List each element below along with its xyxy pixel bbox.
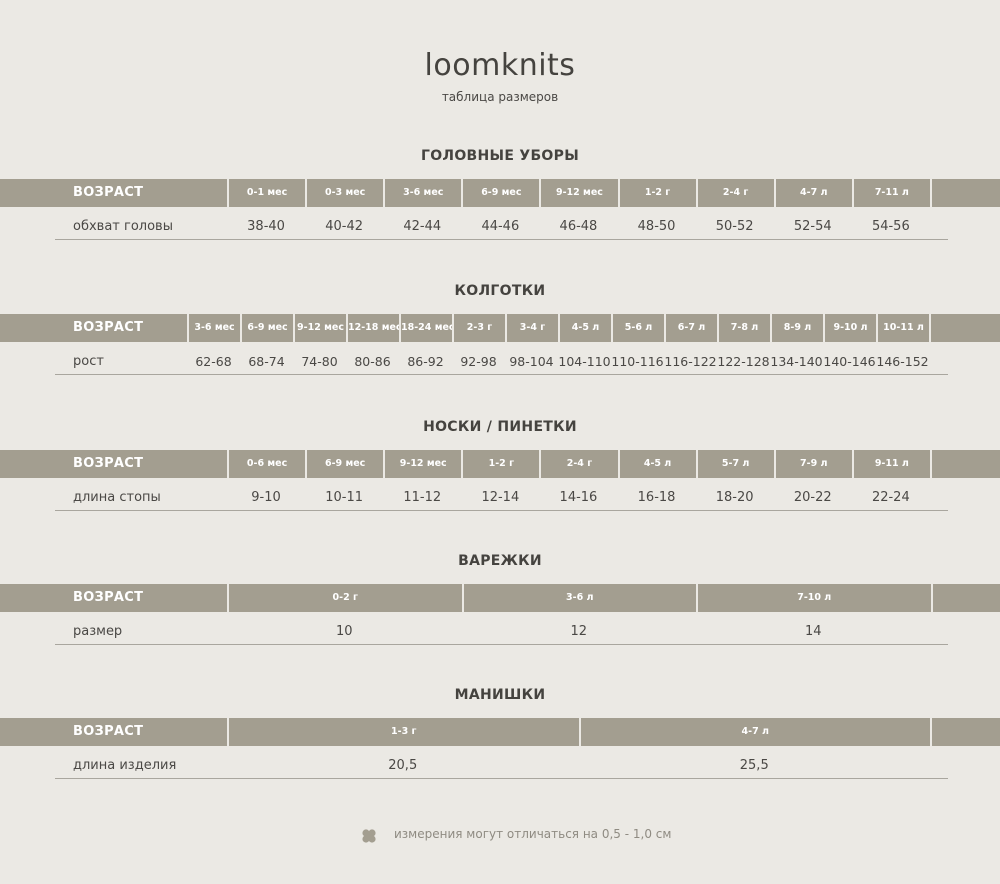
age-column-header: 10-11 л (876, 314, 929, 342)
row-divider (55, 510, 948, 511)
age-column-header: 9-10 л (823, 314, 876, 342)
measurement-value: 52-54 (793, 219, 832, 234)
measurement-value: 74-80 (301, 354, 338, 369)
age-column-header: 12-18 мес (346, 314, 399, 342)
row-divider (55, 239, 948, 240)
section-title: НОСКИ / ПИНЕТКИ (423, 419, 577, 435)
measurement-value: 9-10 (251, 490, 281, 505)
measurement-label: рост (73, 354, 104, 369)
age-column-header: 6-9 мес (461, 179, 539, 207)
measurement-value: 140-146 (823, 354, 876, 369)
age-column-header: 3-4 г (505, 314, 558, 342)
measurement-value: 20,5 (388, 758, 418, 773)
measurement-label: длина стопы (73, 490, 161, 505)
age-column-header: 2-4 г (696, 179, 774, 207)
brand-logo: loomknits (424, 48, 576, 83)
age-column-header: 9-11 л (852, 450, 930, 478)
header-divider (929, 314, 931, 342)
age-column-header: 4-5 л (618, 450, 696, 478)
age-header-band (0, 718, 1000, 746)
row-divider (55, 778, 948, 779)
measurement-label: длина изделия (73, 758, 177, 773)
age-column-header: 4-7 л (774, 179, 852, 207)
age-header-band (0, 450, 1000, 478)
measurement-value: 116-122 (664, 354, 717, 369)
measurement-value: 44-46 (481, 219, 520, 234)
measurement-value: 48-50 (637, 219, 676, 234)
age-column-header: 9-12 мес (539, 179, 617, 207)
age-column-header: 4-7 л (579, 718, 931, 746)
age-column-header: 5-7 л (696, 450, 774, 478)
age-column-header: 7-8 л (717, 314, 770, 342)
measurement-value: 98-104 (509, 354, 554, 369)
measurement-value: 50-52 (715, 219, 754, 234)
age-header-label: ВОЗРАСТ (73, 320, 144, 335)
measurement-value: 10 (335, 624, 353, 639)
measurement-value: 40-42 (325, 219, 364, 234)
measurement-value: 22-24 (871, 490, 910, 505)
measurement-value: 92-98 (460, 354, 497, 369)
section-title: ВАРЕЖКИ (458, 553, 542, 569)
age-header-label: ВОЗРАСТ (73, 185, 144, 200)
age-column-header: 1-2 г (461, 450, 539, 478)
measurement-value: 38-40 (247, 219, 285, 234)
measurement-value: 12-14 (481, 490, 520, 505)
age-header-label: ВОЗРАСТ (73, 456, 144, 471)
age-column-header: 9-12 мес (293, 314, 346, 342)
age-column-header: 0-1 мес (227, 179, 305, 207)
age-column-header: 5-6 л (611, 314, 664, 342)
measurement-value: 25,5 (739, 758, 769, 773)
age-header-band (0, 314, 1000, 342)
measurement-value: 16-18 (637, 490, 676, 505)
age-column-header: 2-3 г (452, 314, 505, 342)
measurement-value: 146-152 (876, 354, 929, 369)
measurement-value: 54-56 (871, 219, 910, 234)
measurement-value: 18-20 (715, 490, 754, 505)
measurement-value: 134-140 (770, 354, 823, 369)
age-column-header: 2-4 г (539, 450, 617, 478)
age-column-header: 8-9 л (770, 314, 823, 342)
footnote (0, 827, 1000, 845)
age-column-header: 0-3 мес (305, 179, 383, 207)
age-column-header: 7-11 л (852, 179, 930, 207)
measurement-value: 14 (804, 624, 822, 639)
section-title: ГОЛОВНЫЕ УБОРЫ (420, 148, 579, 164)
row-divider (55, 374, 948, 375)
measurement-value: 42-44 (403, 219, 442, 234)
age-column-header: 3-6 мес (187, 314, 240, 342)
measurement-value: 46-48 (559, 219, 598, 234)
header-divider (930, 718, 932, 746)
section-title: МАНИШКИ (454, 687, 546, 703)
age-column-header: 4-5 л (558, 314, 611, 342)
age-column-header: 18-24 мес (399, 314, 452, 342)
measurement-value: 122-128 (717, 354, 770, 369)
age-column-header: 7-9 л (774, 450, 852, 478)
age-column-header: 0-6 мес (227, 450, 305, 478)
row-divider (55, 644, 948, 645)
measurement-value: 104-110 (558, 354, 611, 369)
measurement-value: 110-116 (611, 354, 664, 369)
age-column-header: 3-6 мес (383, 179, 461, 207)
footnote-text: измерения могут отличаться на 0,5 - 1,0 см (394, 827, 672, 841)
measurement-value: 62-68 (195, 354, 232, 369)
age-column-header: 3-6 л (462, 584, 697, 612)
measurement-value: 86-92 (407, 354, 444, 369)
measurement-value: 14-16 (559, 490, 598, 505)
section-title: КОЛГОТКИ (454, 283, 546, 299)
age-header-band (0, 584, 1000, 612)
age-header-band (0, 179, 1000, 207)
age-header-label: ВОЗРАСТ (73, 724, 144, 739)
header-divider (930, 450, 932, 478)
measurement-value: 80-86 (354, 354, 391, 369)
age-column-header: 6-9 мес (305, 450, 383, 478)
page-subtitle: таблица размеров (441, 90, 559, 104)
header-divider (931, 584, 933, 612)
measurement-label: обхват головы (73, 219, 173, 234)
age-column-header: 1-2 г (618, 179, 696, 207)
measurement-value: 12 (570, 624, 588, 639)
age-header-label: ВОЗРАСТ (73, 590, 144, 605)
age-column-header: 7-10 л (696, 584, 931, 612)
measurement-value: 68-74 (248, 354, 285, 369)
age-column-header: 9-12 мес (383, 450, 461, 478)
measurement-value: 20-22 (793, 490, 832, 505)
measurement-value: 10-11 (325, 490, 364, 505)
age-column-header: 0-2 г (227, 584, 462, 612)
measurement-value: 11-12 (403, 490, 442, 505)
measurement-label: размер (73, 624, 123, 639)
flower-icon (361, 828, 377, 844)
age-column-header: 6-7 л (664, 314, 717, 342)
age-column-header: 6-9 мес (240, 314, 293, 342)
header-divider (930, 179, 932, 207)
age-column-header: 1-3 г (227, 718, 579, 746)
